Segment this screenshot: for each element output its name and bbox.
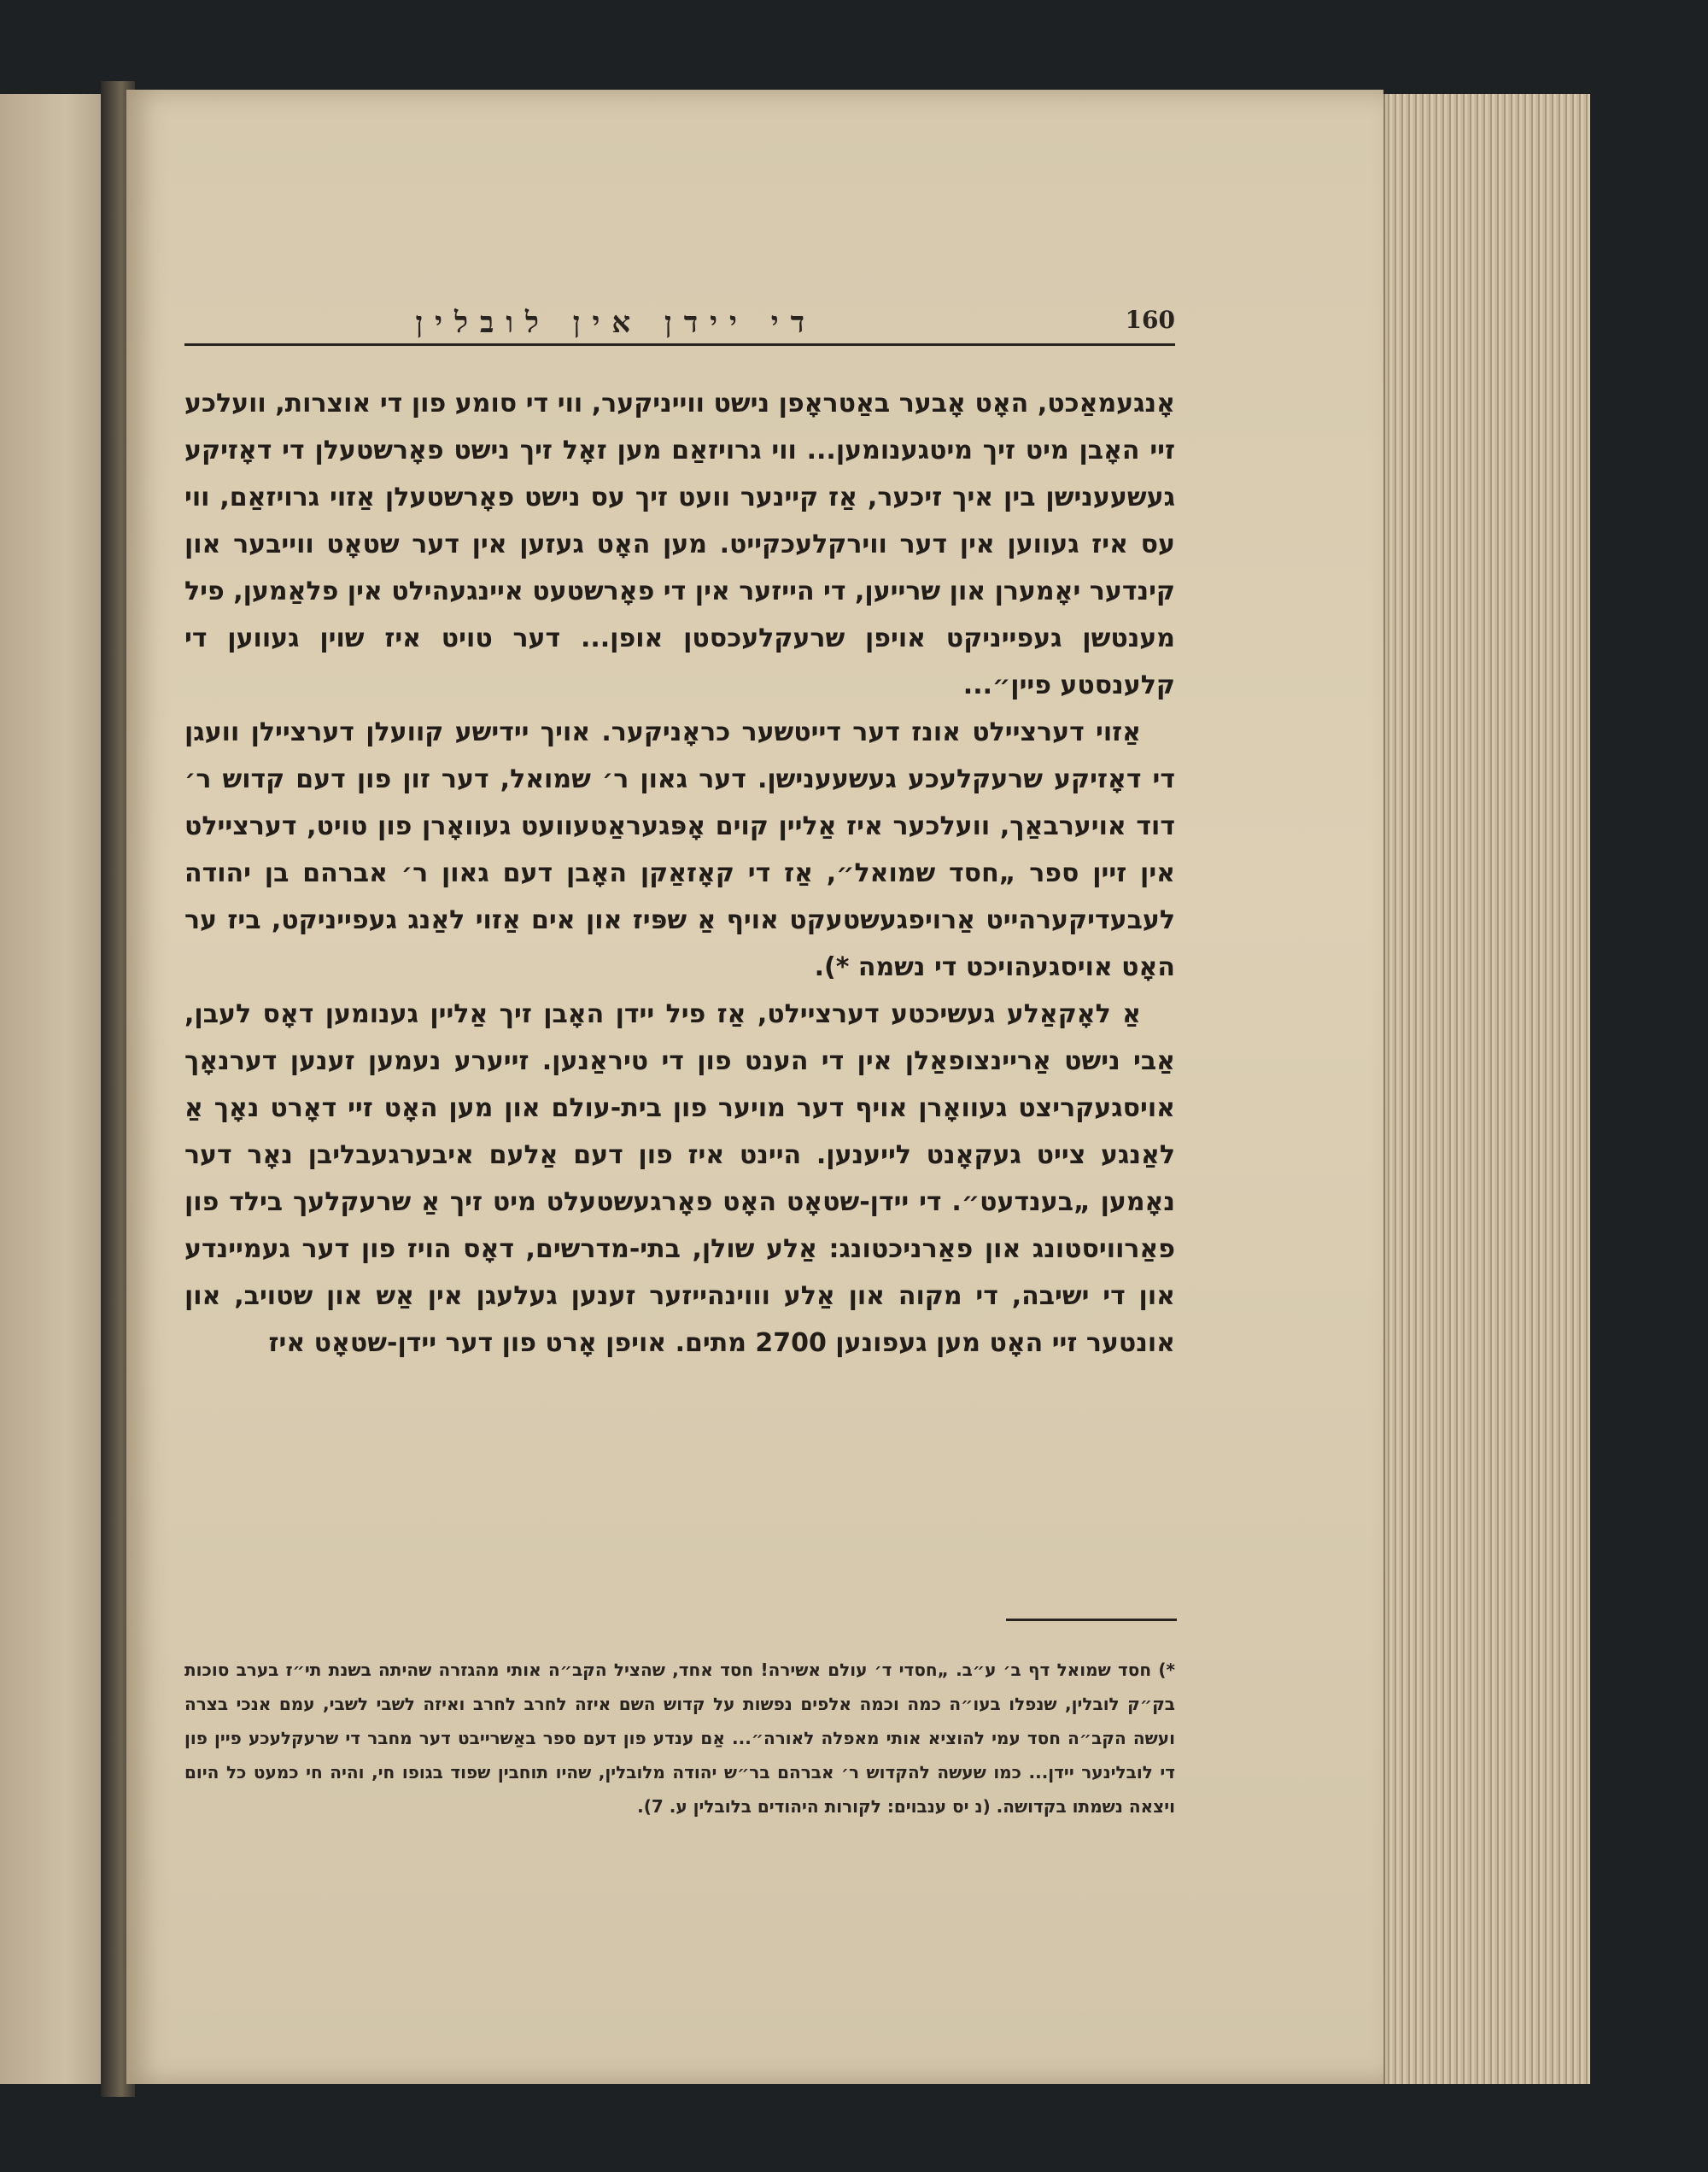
paragraph-3: אַ לאָקאַלע געשיכטע דערציילט, אַז פיל יידן האָבן זיך אַליין גענומען דאָס לעבן, אַבי נישט אַריינצופאַלן אין די הענט פון די טיראַנען. זייערע נעמען זענען דערנאָך אויסגעקריצט געוואָרן אויף דער מויער פון בית-עולם און מען האָט זיי דאָרט נאָך אַ לאַנגע צייט געקאָנט לייענען. היינט איז פון דעם אַלעם איבערגעבליבן נאָר דער נאָמען „בענדעט״. די יידן-שטאָט האָט פאָרגעשטעלט מיט זיך אַ שרעקלעך בילד פון פאַרוויסטונג און פאַרניכטונג: אַלע שולן, בתי-מדרשים, דאָס הויז פון דער געמיינדע און די ישיבה, די מקוה און אַלע וווינהייזער זענען געלעגן אין אַש און שטויב, און אונטער זיי האָט מען געפונען 2700 מתים. אויפן אָרט פון דער יידן-שטאָט איז — [184, 999, 1175, 1358]
body-text — [184, 380, 1175, 1367]
header-rule — [184, 343, 1175, 346]
footnote: *) חסד שמואל דף ב׳ ע״ב. „חסדי ד׳ עולם אשירה! חסד אחד, שהציל הקב״ה אותי מהגזרה שהיתה בשנת תי״ז בערב סוכות בק״ק לובלין, שנפלו בעו״ה כמה וכמה אלפים נפשות על קדוש השם איזה לחרב לחרב ואיזה לשבי לשבי, עמם אנכי בצרה ועשה הקב״ה חסד עמי להוציא אותי מאפלה לאורה״... אַם ענדע פון דעם ספר באַשרייבט דער מחבר די שרעקלעכע פיין פון די לובלינער יידן... כמו שעשה להקדוש ר׳ אברהם בר״ש יהודה מלובלין, שהיו תוחבין שפוד בגופו חי, והיה חי כמעט כל היום ויצאה נשמתו בקדושה. (נ יס ענבוים: לקורות היהודים בלובלין ע. 7). — [184, 1660, 1175, 1817]
paragraph-2: אַזוי דערציילט אונז דער דייטשער כראָניקער. אויך יידישע קוועלן דערציילן וועגן די דאָזיקע שרעקלעכע געשעענישן. דער גאון ר׳ שמואל, דער זון פון דעם קדוש ר׳ דוד אויערבאַך, וועלכער איז אַליין קוים אָפּגעראַטעוועט געוואָרן פון טויט, דערציילט אין זיין ספר „חסד שמואל״, אַז די קאָזאַקן האָבן דעם גאון ר׳ אברהם בן יהודה לעבעדיקערהייט אַרויפגעשטעקט אויף אַ שפּיז און אים אַזוי לאַנג געפייניקט, ביז ער האָט אויסגעהויכט די נשמה *). — [184, 717, 1175, 982]
paragraph-1: אָנגעמאַכט, האָט אָבער באַטראָפן נישט ווייניקער, ווי די סומע פון די אוצרות, וועלכע זיי האָבן מיט זיך מיטגענומען... ווי גרויזאַם מען זאָל זיך נישט פאָרשטעלן די דאָזיקע געשעענישן בין איך זיכער, אַז קיינער וועט זיך עס נישט פאָרשטעלן אַזוי גרויזאַם, ווי עס איז געווען אין דער ווירקלעכקייט. מען האָט געזען אין דער שטאָט ווייבער און קינדער יאָמערן און שרייען, די הייזער אין די פאָרשטעט איינגעהילט אין פלאַמען, פיל מענטשן געפייניקט אויפן שרעקלעכסטן אופן... דער טויט איז שוין געווען די קלענסטע פיין״... — [184, 389, 1175, 700]
page-header — [184, 299, 1175, 350]
book-page — [126, 90, 1383, 2084]
page-stack-edge — [1383, 94, 1590, 2084]
footnote-rule — [1006, 1619, 1177, 1621]
running-title: די יידן אין לובלין — [415, 306, 816, 340]
page-number: 160 — [1125, 306, 1175, 334]
